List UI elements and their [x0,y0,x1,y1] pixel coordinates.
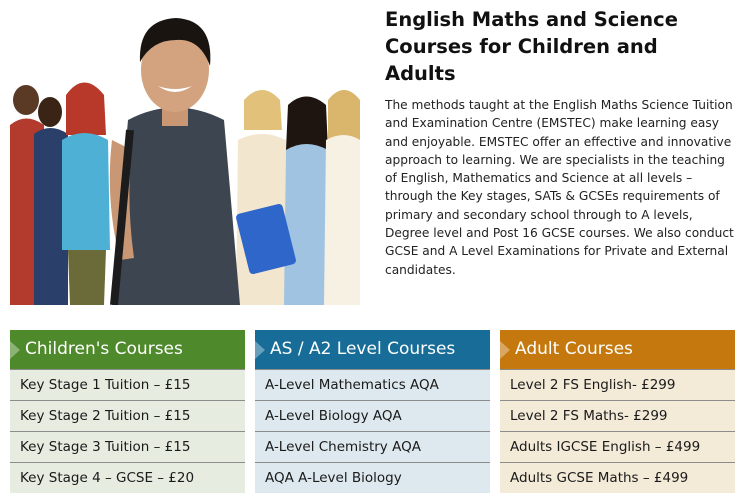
course-link[interactable]: A-Level Biology AQA [255,400,490,431]
course-link[interactable]: Adults IGCSE English – £499 [500,431,735,462]
course-link[interactable]: Key Stage 2 Tuition – £15 [10,400,245,431]
intro-paragraph: The methods taught at the English Maths Science Tuition and Examination Centre (EMSTEC) make learning easy and enjoyable. EMSTEC offer an effective and innovative approach to learning. We are specialists in the teaching of English, Mathematics and Science at all levels – through the Key stages, SATs & GCSEs requirements of primary and secondary school through to A levels, Degree level and Post 16 GCSE courses. We also conduct GCSE and A Level Examinations for Private and External candidates. [385,98,734,277]
a-level-courses-panel [255,330,490,493]
students-group-photo [10,0,360,305]
course-link[interactable]: Key Stage 4 – GCSE – £20 [10,462,245,493]
course-link[interactable]: Adults GCSE Maths – £499 [500,462,735,493]
course-link[interactable]: AQA A-Level Biology [255,462,490,493]
hero-text-block [385,6,735,279]
heading-label: Adult Courses [515,339,633,359]
arrow-icon [10,341,20,359]
course-link[interactable]: Level 2 FS Maths- £299 [500,400,735,431]
childrens-courses-heading[interactable] [10,330,245,369]
arrow-icon [500,341,510,359]
course-link[interactable]: Level 2 FS English- £299 [500,369,735,400]
adult-courses-panel [500,330,735,493]
arrow-icon [255,341,265,359]
course-link[interactable]: A-Level Mathematics AQA [255,369,490,400]
course-link[interactable]: A-Level Chemistry AQA [255,431,490,462]
course-link[interactable]: Key Stage 3 Tuition – £15 [10,431,245,462]
heading-label: Children's Courses [25,339,183,359]
a-level-courses-heading[interactable] [255,330,490,369]
childrens-courses-panel [10,330,245,493]
heading-label: AS / A2 Level Courses [270,339,456,359]
course-link[interactable]: Key Stage 1 Tuition – £15 [10,369,245,400]
adult-courses-heading[interactable] [500,330,735,369]
page-title: English Maths and Science Courses for Children and Adults [385,8,678,85]
